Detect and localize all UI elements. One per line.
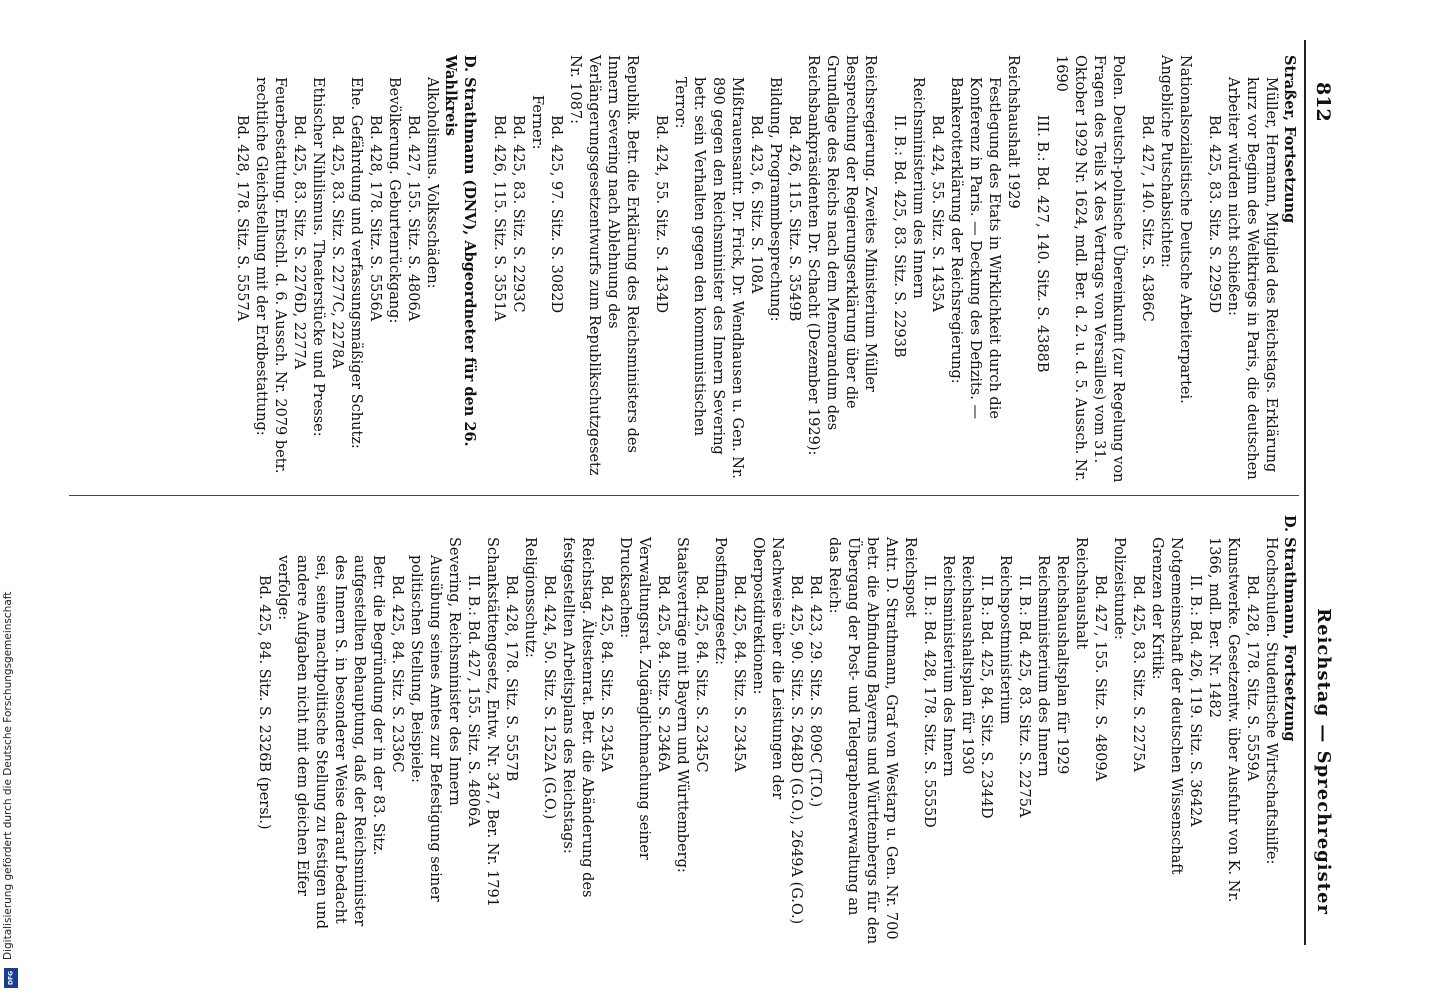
index-entry: Polizeistunde: bbox=[1111, 537, 1127, 640]
index-entry: Betr. die Begründung der in der 83. Sitz. aufgestellten Behauptung, daß der Reichsminister des Innern S. in besonderer Weise darauf bedacht sei, seine machtpolitische Stellung zu festigen und andere Aufgaben nicht mit dem gleichen Eifer verfolge: bbox=[275, 555, 386, 929]
citation-reference: Bd. 426, 115. Sitz. S. 3551A bbox=[491, 115, 507, 322]
index-entry: Mißtrauensantr. Dr. Frick, Dr. Wendhausen u. Gen. Nr. 890 gegen den Reichsminister des Innern Severing betr. sein Verhalten gegen den kommunistischen Terror: bbox=[672, 77, 745, 479]
citation-reference: Bd. 427, 155. Sitz. S. 4806A bbox=[405, 115, 421, 322]
citation-reference: II. B.: Bd. 425, 84. Sitz. S. 2344D bbox=[978, 575, 994, 819]
index-entry: D. Strathmann, Fortsetzung bbox=[1281, 515, 1298, 742]
citation-reference: II. B.: Bd. 428, 178. Sitz. S. 5555D bbox=[921, 575, 937, 828]
citation-reference: Bd. 425, 84. Sitz. S. 2326B (persl.) bbox=[256, 575, 272, 830]
running-head: Reichstag — Sprechregister bbox=[1313, 608, 1334, 915]
right-column bbox=[254, 515, 1299, 945]
citation-reference: Bd. 428, 178. Sitz. S. 5557A bbox=[234, 115, 250, 322]
index-entry: Nationalsozialistische Deutsche Arbeiterpartei. Angebliche Putschabsichten: bbox=[1158, 55, 1193, 404]
citation-reference: Bd. 425, 90. Sitz. S. 2648D (G.O.), 2649A (G.O.) bbox=[788, 575, 804, 925]
index-entry: Republik. Betr. die Erklärung des Reichsministers des Innern Severing nach Ablehnung des Verlängerungsgesetzentwurfs zum Republikschutzgesetz Nr. 1087: bbox=[567, 55, 640, 476]
citation-reference: Bd. 426, 115. Sitz. S. 3549B bbox=[786, 115, 802, 322]
index-entry: Reichsministerium des Innern bbox=[910, 77, 926, 299]
citation-reference: Bd. 425, 84. Sitz. S. 2346A bbox=[655, 575, 671, 772]
citation-reference: Bd. 425, 83. Sitz. S. 2293C bbox=[510, 115, 526, 313]
citation-reference: Bd. 425, 83. Sitz. S. 2276D, 2277A bbox=[291, 115, 307, 370]
citation-reference: II. B.: Bd. 426, 119. Sitz. S. 3642A bbox=[1187, 575, 1203, 827]
index-entry: Staatsverträge mit Bayern und Württemberg: bbox=[674, 537, 690, 873]
citation-reference: Bd. 423, 6. Sitz. S. 108A bbox=[748, 115, 764, 294]
citation-reference: Bd. 423, 29. Sitz. S. 809C (T.O.) bbox=[807, 575, 823, 808]
index-entry: Feuerbestattung. Entschl. d. 6. Aussch. Nr. 2079 betr. rechtliche Gleichstellung mit der Erdbestattung: bbox=[253, 77, 288, 474]
citation-reference: Bd. 425, 83. Sitz. S. 2275A bbox=[1130, 575, 1146, 772]
citation-reference: Bd. 425, 84. Sitz. S. 2345A bbox=[598, 575, 614, 772]
index-entry: D. Strathmann (DNV), Abgeordneter für den 26. Wahlkreis bbox=[442, 55, 478, 447]
citation-reference: Bd. 425, 84. Sitz. S. 2345C bbox=[693, 575, 709, 773]
index-entry: Reichstag. Ältestenrat. Betr. die Abänderung des festgestellten Arbeitsplans des Reichstags: bbox=[560, 537, 595, 898]
citation-reference: II. B.: Bd. 425, 83. Sitz. S. 2275A bbox=[1016, 575, 1032, 818]
index-entry: Ferner: bbox=[529, 95, 545, 150]
index-entry: Grenzen der Kritik: bbox=[1149, 537, 1165, 680]
index-entry: Antr. D. Strathmann, Graf von Westarp u. Gen. Nr. 700 betr. die Abfindung Bayerns und Württembergs für den Übergang der Post- und Telegraphenverwaltung an das Reich: bbox=[826, 537, 899, 945]
index-entry: Bildung, Programmbesprechung: bbox=[767, 77, 783, 322]
index-entry: Festlegung des Etats in Wirklichkeit durch die Konferenz in Paris. — Deckung des Defizits. — Bankerotterklärung der Reichsregierung: bbox=[948, 77, 1002, 419]
index-entry: Straßer, Fortsetzung bbox=[1281, 55, 1298, 224]
citation-reference: Bd. 425, 84. Sitz. S. 2336C bbox=[389, 575, 405, 773]
citation-reference: Bd. 428, 178. Sitz. S. 5556A bbox=[367, 115, 383, 322]
index-entry: Reichshaushaltsplan für 1930 bbox=[959, 555, 975, 775]
citation-reference: II. B.: Bd. 427, 155. Sitz. S. 4806A bbox=[465, 575, 481, 827]
index-entry: Kunstwerke. Gesetzentw. über Ausfuhr von K. Nr. 1366, mdl. Ber. Nr. 1482 bbox=[1206, 537, 1241, 903]
index-entry: Religionsschutz: bbox=[522, 537, 538, 658]
citation-reference: III. B.: Bd. 427, 140. Sitz. S. 4388B bbox=[1034, 115, 1050, 373]
index-entry: Ehe. Gefährdung und verfassungsmäßiger Schutz: bbox=[348, 77, 364, 449]
index-entry: Severing, Reichsminister des Innern bbox=[446, 537, 462, 806]
citation-reference: Bd. 428, 178. Sitz. S. 5559A bbox=[1244, 575, 1260, 782]
index-entry: Reichsregierung. Zweites Ministerium Müller Besprechung der Regierungserklärung über die Grundlage des Reichs nach dem Memorandum des Reichsbankpräsidenten Dr. Schacht (Dezember 1929): bbox=[805, 55, 878, 456]
column-divider bbox=[69, 495, 1299, 496]
citation-reference: Bd. 424, 55. Sitz. S. 1435A bbox=[929, 115, 945, 312]
index-entry: Nachweise über die Leistungen der Oberpostdirektionen: bbox=[750, 537, 785, 800]
index-entry: Reichsministerium des Innern bbox=[1035, 555, 1051, 777]
citation-reference: Bd. 427, 155. Sitz. S. 4809A bbox=[1092, 575, 1108, 782]
index-entry: Reichspost bbox=[902, 537, 918, 618]
citation-reference: Bd. 425, 83. Sitz. S. 2277C, 2278A bbox=[329, 115, 345, 369]
dfg-logo: DFG bbox=[4, 968, 18, 988]
index-entry: Reichsministerium des Innern bbox=[940, 555, 956, 777]
index-entry: Reichspostministerium bbox=[997, 555, 1013, 725]
index-entry: Ethischer Nihilismus. Theaterstücke und Presse: bbox=[310, 77, 326, 437]
index-entry: Polen. Deutsch-polnische Übereinkunft (zur Regelung von Fragen des Teils X des Vertrags von Versailles) vom 31. Oktober 1929 Nr. 1624, mdl. Ber. d. 2. u. d. 5. Aussch. Nr. 1690 bbox=[1053, 55, 1126, 483]
index-entry: Alkoholismus. Volksschäden: bbox=[424, 77, 440, 289]
index-entry: Bevölkerung. Geburtenrückgang: bbox=[386, 77, 402, 324]
digitization-credit: Digitalisierung gefördert durch die Deutsche Forschungsgemeinschaft bbox=[2, 591, 14, 960]
index-entry: Schankstättengesetz, Entw. Nr. 347, Ber. Nr. 1791 bbox=[484, 537, 500, 907]
index-entry: Hochschulen. Studentische Wirtschaftshilfe: bbox=[1263, 537, 1279, 865]
citation-reference: Bd. 425, 83. Sitz. S. 2295D bbox=[1206, 115, 1222, 314]
left-column bbox=[232, 55, 1299, 485]
index-entry: Reichshaushalt bbox=[1073, 537, 1089, 650]
index-entry: Reichshaushaltsplan für 1929 bbox=[1054, 555, 1070, 775]
citation-reference: II. B.: Bd. 425, 83. Sitz. S. 2293B bbox=[891, 115, 907, 358]
page-number: 812 bbox=[1312, 82, 1334, 122]
index-entry: Postfinanzgesetz: bbox=[712, 537, 728, 666]
index-entry: Müller, Hermann, Mitglied des Reichstags. Erklärung kurz vor Beginn des Weltkriegs in Paris, die deutschen Arbeiter würden nicht schießen: bbox=[1225, 77, 1279, 480]
citation-reference: Bd. 424, 55. Sitz. S. 1434D bbox=[653, 115, 669, 314]
index-entry: Notgemeinschaft der deutschen Wissenschaft bbox=[1168, 537, 1184, 875]
citation-reference: Bd. 425, 97. Sitz. S. 3082D bbox=[548, 115, 564, 314]
citation-reference: Bd. 424, 50. Sitz. S. 1252A (G.O.) bbox=[541, 575, 557, 820]
header-rule bbox=[1304, 40, 1306, 945]
index-entry: Ausübung seines Amtes zur Befestigung seiner politischen Stellung, Beispiele: bbox=[408, 555, 443, 902]
index-entry: Verwaltungsrat. Zugänglichmachung seiner Drucksachen: bbox=[617, 537, 652, 860]
citation-reference: Bd. 428, 178. Sitz. S. 5557B bbox=[503, 575, 519, 782]
citation-reference: Bd. 427, 140. Sitz. S. 4386C bbox=[1139, 115, 1155, 322]
index-entry: Reichshaushalt 1929 bbox=[1005, 55, 1021, 209]
citation-reference: Bd. 425, 84. Sitz. S. 2345A bbox=[731, 575, 747, 772]
